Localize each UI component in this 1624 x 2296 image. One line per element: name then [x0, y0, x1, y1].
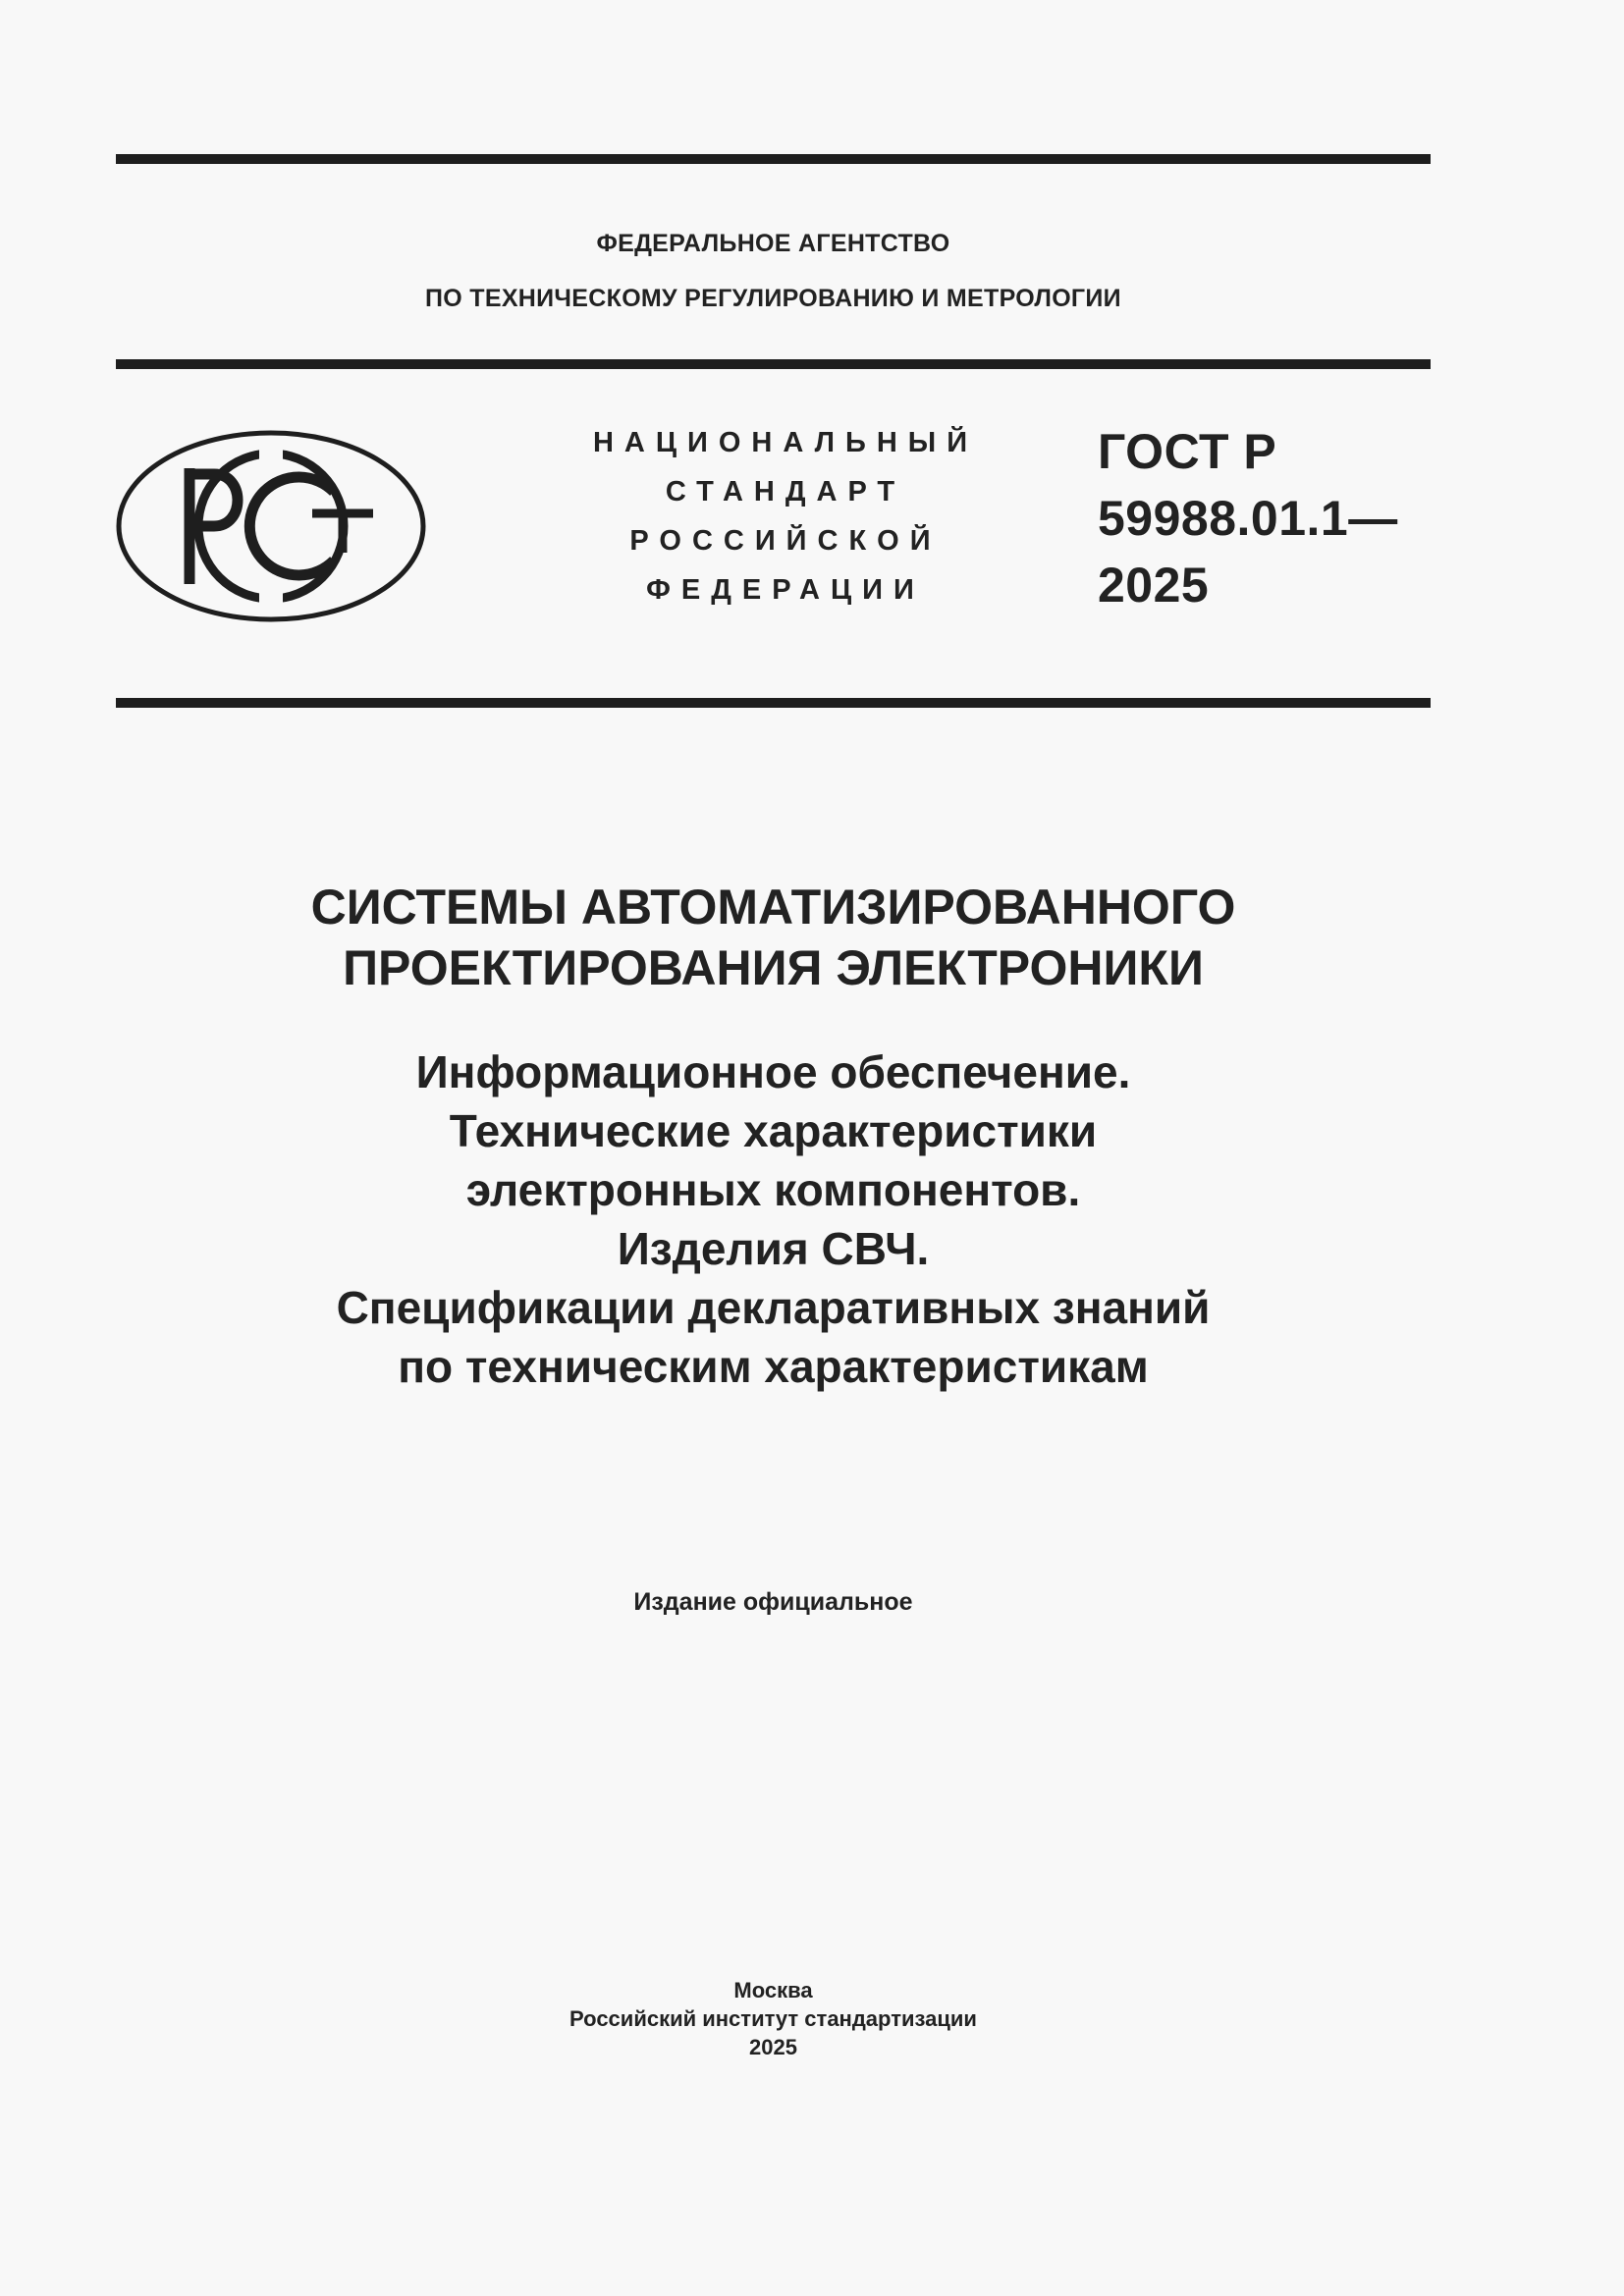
imprint	[116, 1976, 1431, 2061]
subtitle-line-3: электронных компонентов.	[465, 1164, 1081, 1215]
designation-line-2: 59988.01.1—	[1098, 491, 1398, 546]
standard-designation	[1098, 418, 1398, 618]
rst-mark-icon	[116, 429, 426, 623]
header-divider	[116, 359, 1431, 369]
standard-type-line-1: НАЦИОНАЛЬНЫЙ	[592, 427, 979, 458]
document-subtitle	[116, 1042, 1431, 1396]
agency-header	[116, 216, 1431, 326]
subtitle-line-4: Изделия СВЧ.	[617, 1223, 930, 1274]
standard-type-line-4: ФЕДЕРАЦИИ	[646, 574, 925, 606]
designation-line-1: ГОСТ Р	[1098, 424, 1277, 479]
subtitle-line-2: Технические характеристики	[449, 1105, 1098, 1156]
standard-type-line-2: СТАНДАРТ	[665, 476, 906, 507]
document-title	[116, 877, 1431, 998]
top-rule	[116, 154, 1431, 164]
standard-type-line-3: РОССИЙСКОЙ	[629, 525, 942, 557]
designation-line-3: 2025	[1098, 558, 1210, 613]
edition-note: Издание официальное	[633, 1588, 913, 1616]
subtitle-line-6: по техническим характеристикам	[398, 1341, 1149, 1392]
standard-type	[550, 418, 1021, 614]
agency-line-1: ФЕДЕРАЛЬНОЕ АГЕНТСТВО	[596, 230, 950, 257]
title-line-1: СИСТЕМЫ АВТОМАТИЗИРОВАННОГО	[310, 880, 1236, 934]
subtitle-line-1: Информационное обеспечение.	[415, 1046, 1131, 1097]
title-line-2: ПРОЕКТИРОВАНИЯ ЭЛЕКТРОНИКИ	[343, 940, 1204, 995]
imprint-city: Москва	[733, 1978, 813, 2002]
masthead-bottom-rule	[116, 698, 1431, 708]
imprint-year: 2025	[749, 2035, 797, 2059]
agency-line-2: ПО ТЕХНИЧЕСКОМУ РЕГУЛИРОВАНИЮ И МЕТРОЛОГИИ	[425, 285, 1121, 312]
imprint-publisher: Российский институт стандартизации	[569, 2006, 977, 2031]
subtitle-line-5: Спецификации декларативных знаний	[336, 1282, 1211, 1333]
